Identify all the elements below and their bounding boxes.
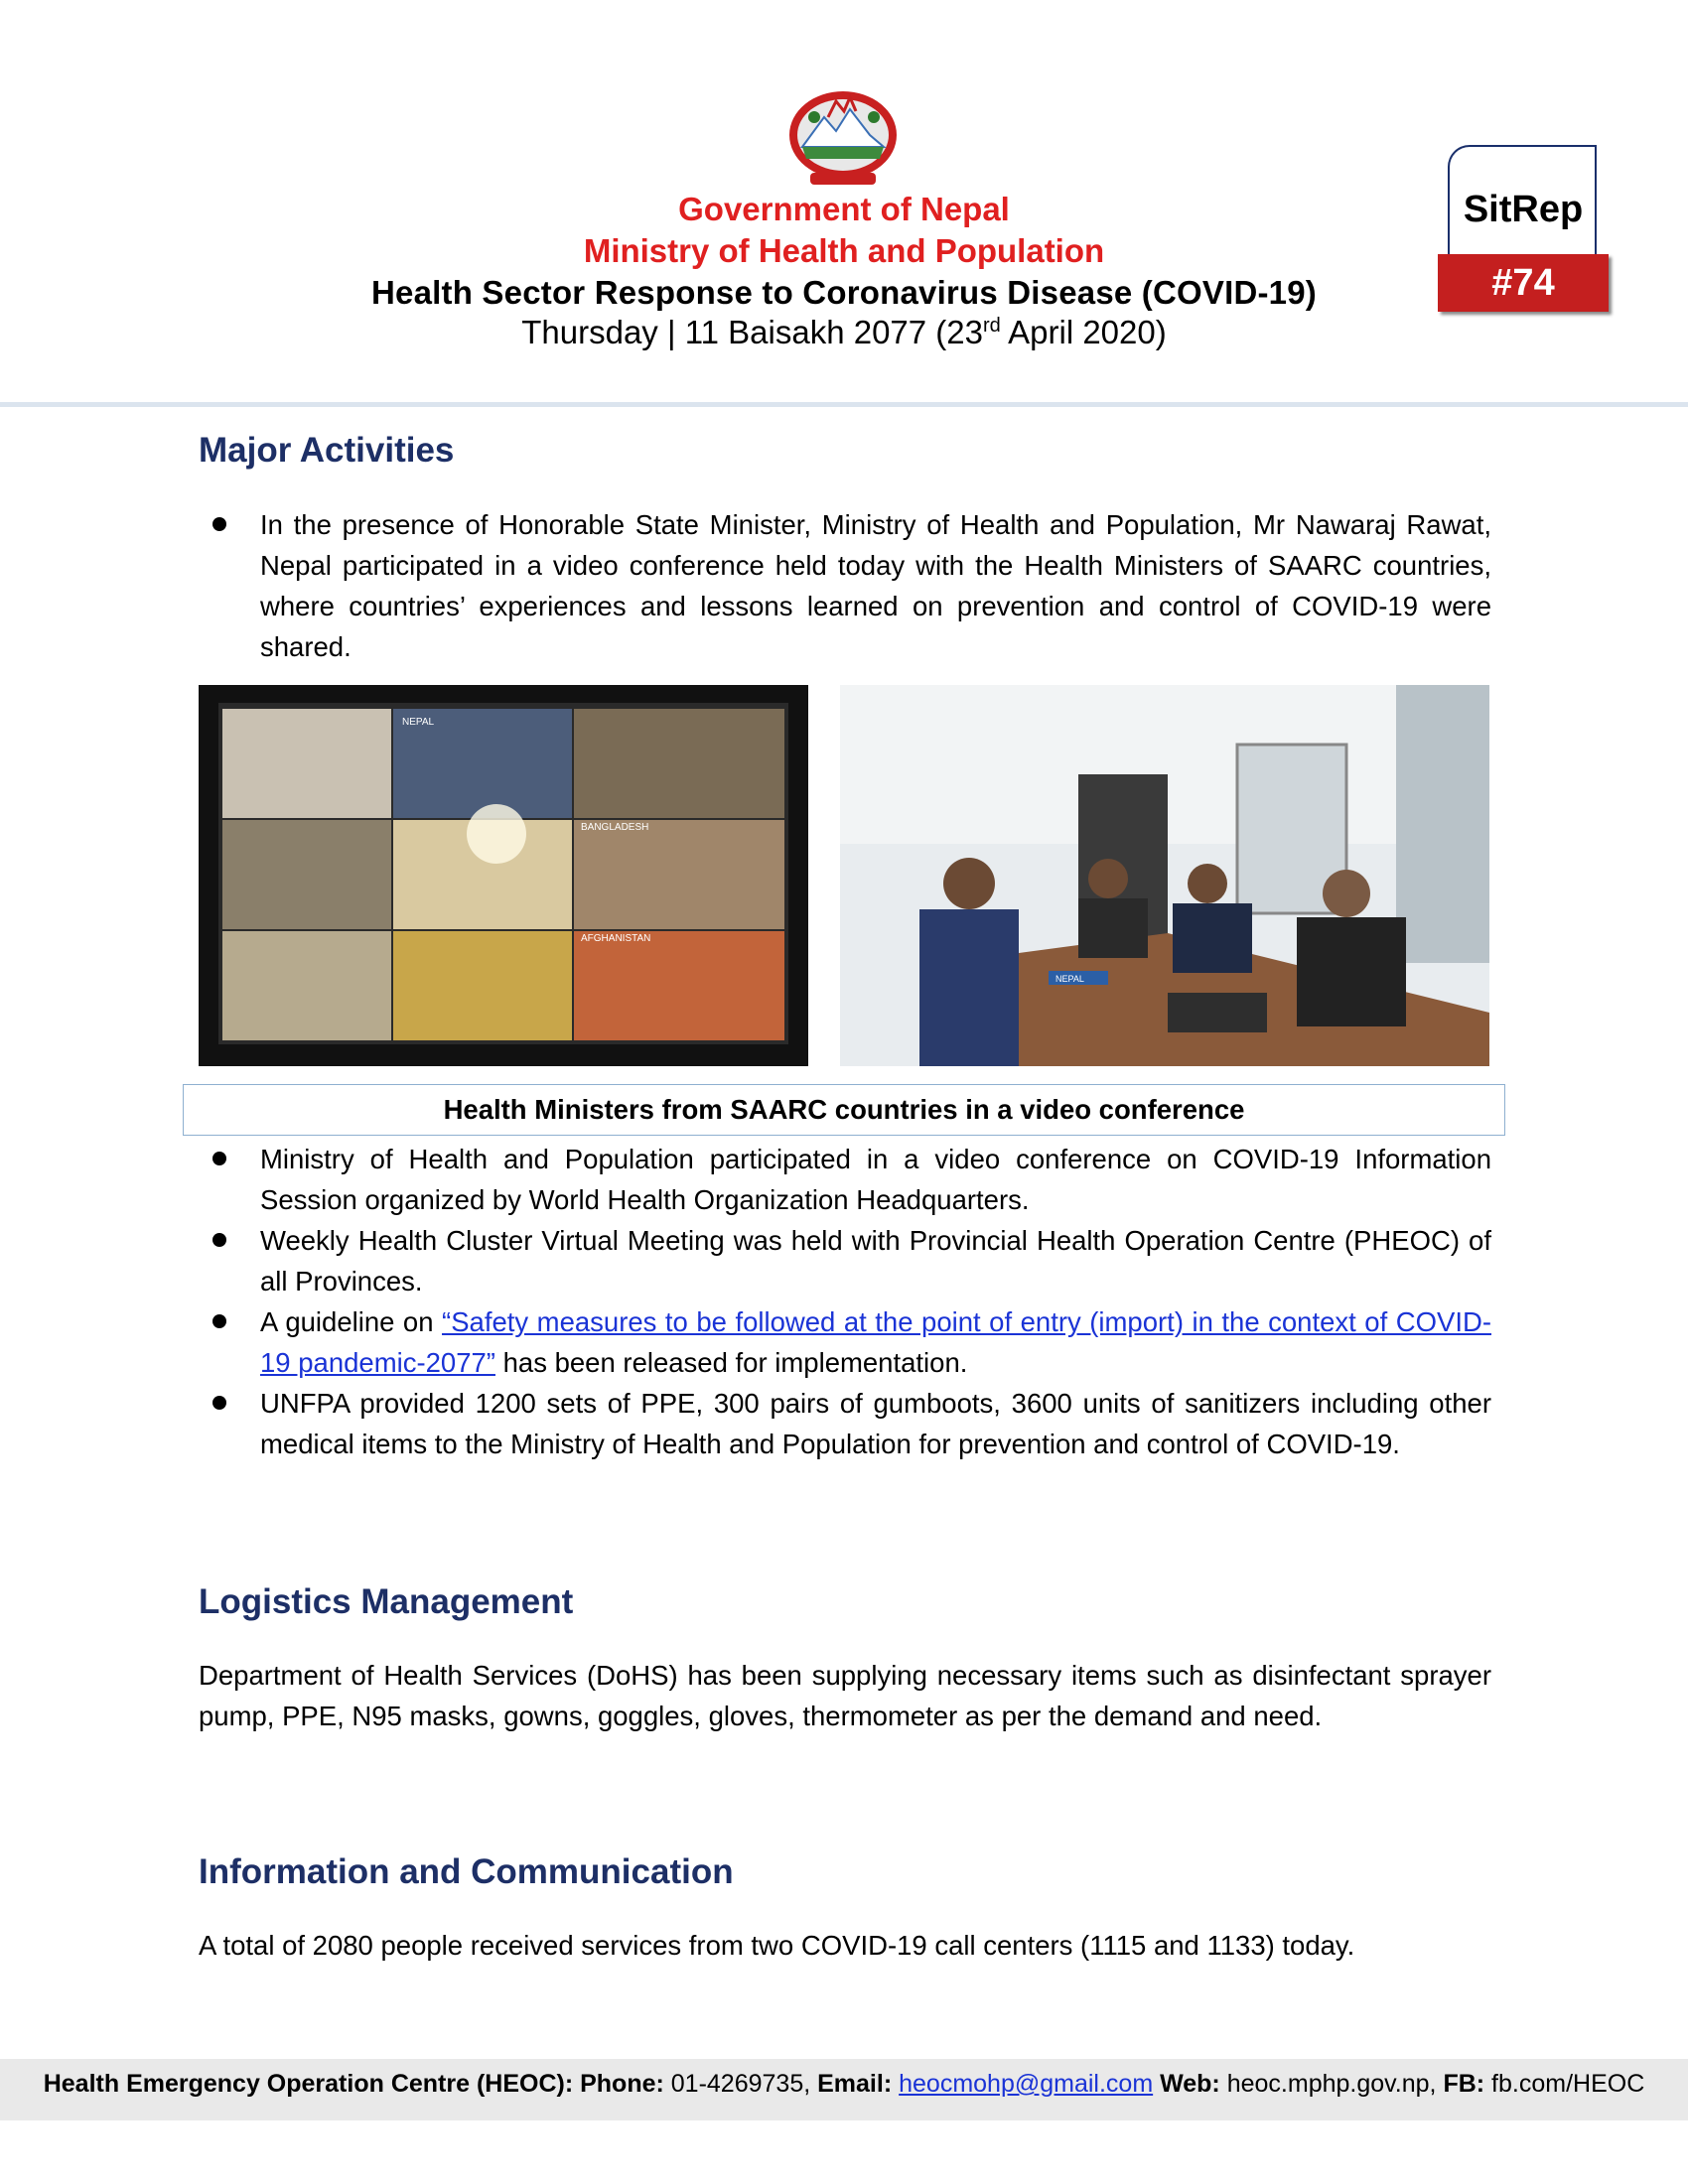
- bullet-icon: [212, 1314, 226, 1328]
- nepal-emblem-logo: [784, 87, 902, 191]
- logistics-text: Department of Health Services (DoHS) has been supplying necessary items such as disinfectant sprayer pump, PPE, N95 masks, gowns, goggles, gloves, thermometer as per the demand and need.: [199, 1660, 1491, 1731]
- information-communication-text: A total of 2080 people received services from two COVID-19 call centers (1115 and 1133) today.: [199, 1930, 1355, 1961]
- screen-label-bangladesh: BANGLADESH: [581, 822, 649, 833]
- government-name: Government of Nepal: [678, 191, 1010, 227]
- screen-label-nepal: NEPAL: [402, 717, 435, 728]
- footer-contact-bar: Health Emergency Operation Centre (HEOC): Phone: 01-4269735, Email: heocmohp@gmail.com Web: heoc.mphp.gov.np, FB: fb.com/HEOC: [0, 2059, 1688, 2120]
- heading-logistics-management: Logistics Management: [199, 1582, 574, 1621]
- ministry-name: Ministry of Health and Population: [583, 232, 1105, 269]
- heading-information-communication: Information and Communication: [199, 1852, 734, 1891]
- activity-item-2: Ministry of Health and Population participated in a video conference on COVID-19 Information Session organized by World Health Organization Headquarters.: [260, 1144, 1491, 1215]
- report-title: Health Sector Response to Coronavirus Disease (COVID-19): [371, 274, 1317, 311]
- video-conference-screen-photo: [199, 685, 808, 1066]
- bullet-icon: [212, 517, 226, 531]
- sitrep-number-badge: #74: [1438, 254, 1609, 312]
- header-divider: [0, 402, 1688, 407]
- activity-item-1: In the presence of Honorable State Minister, Ministry of Health and Population, Mr Nawaraj Rawat, Nepal participated in a video conference held today with the Health Ministers of SAARC countries, where countries’ experiences and lessons learned on prevention and control of COVID-19 were shared.: [260, 509, 1491, 662]
- bullet-icon: [212, 1152, 226, 1165]
- report-date: Thursday | 11 Baisakh 2077 (23rd April 2020): [521, 314, 1167, 350]
- email-link[interactable]: heocmohp@gmail.com: [899, 2070, 1154, 2098]
- guideline-link[interactable]: “Safety measures to be followed at the point of entry (import) in the context of COVID-19 pandemic-2077”: [260, 1306, 1491, 1378]
- photo-caption: Health Ministers from SAARC countries in a video conference: [183, 1084, 1505, 1136]
- activity-item-5: UNFPA provided 1200 sets of PPE, 300 pairs of gumboots, 3600 units of sanitizers including other medical items to the Ministry of Health and Population for prevention and control of COVID-19.: [260, 1388, 1491, 1459]
- heading-major-activities: Major Activities: [199, 431, 455, 470]
- bullet-icon: [212, 1233, 226, 1247]
- bullet-icon: [212, 1396, 226, 1410]
- activity-item-4: A guideline on “Safety measures to be followed at the point of entry (import) in the context of COVID-19 pandemic-2077” has been released for implementation.: [260, 1306, 1491, 1378]
- meeting-room-photo: [840, 685, 1489, 1066]
- sitrep-label: SitRep: [1463, 189, 1584, 230]
- screen-label-afghanistan: AFGHANISTAN: [581, 933, 651, 944]
- activity-item-3: Weekly Health Cluster Virtual Meeting was held with Provincial Health Operation Centre (PHEOC) of all Provinces.: [260, 1225, 1491, 1297]
- name-plate-label: NEPAL: [1055, 974, 1084, 984]
